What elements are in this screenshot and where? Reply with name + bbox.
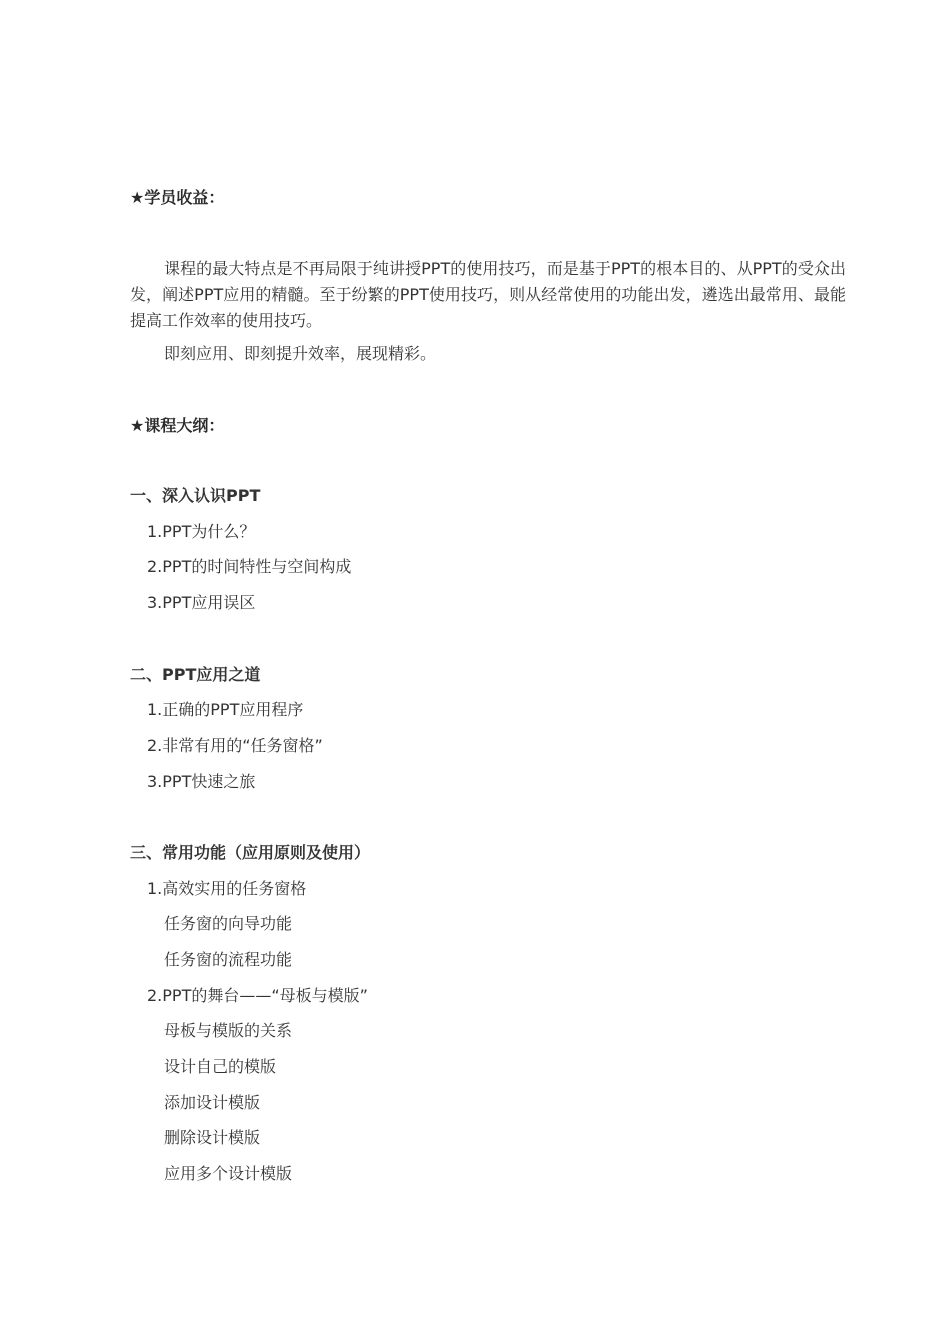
outline-item: 2.PPT的时间特性与空间构成 xyxy=(147,557,352,576)
outline-item: 3.PPT应用误区 xyxy=(147,593,256,612)
outline-item: 2.非常有用的“任务窗格” xyxy=(147,736,323,755)
outline-subitem: 应用多个设计模版 xyxy=(164,1164,293,1183)
outline-subitem: 母板与模版的关系 xyxy=(164,1021,293,1040)
outline-subitem: 设计自己的模版 xyxy=(164,1057,277,1076)
benefits-heading: ★学员收益： xyxy=(130,188,225,207)
outline-item: 1.高效实用的任务窗格 xyxy=(147,879,307,898)
outline-subitem: 添加设计模版 xyxy=(164,1093,261,1112)
outline-item: 1.PPT为什么？ xyxy=(147,522,256,541)
outline-item: 3.PPT快速之旅 xyxy=(147,772,256,791)
outline-subitem: 删除设计模版 xyxy=(164,1128,261,1147)
outline-item: 1.正确的PPT应用程序 xyxy=(147,700,304,719)
outline-subitem: 任务窗的流程功能 xyxy=(164,950,293,969)
outline-subitem: 任务窗的向导功能 xyxy=(164,914,293,933)
benefits-paragraph-2: 即刻应用、即刻提升效率，展现精彩。 xyxy=(164,344,437,363)
section-title-3: 三、常用功能（应用原则及使用） xyxy=(130,843,371,862)
section-title-1: 一、深入认识PPT xyxy=(130,486,261,505)
outline-item: 2.PPT的舞台——“母板与模版” xyxy=(147,986,368,1005)
section-title-2: 二、PPT应用之道 xyxy=(130,665,261,684)
outline-heading: ★课程大纲： xyxy=(130,416,225,435)
benefits-paragraph-1: 课程的最大特点是不再局限于纯讲授PPT的使用技巧，而是基于PPT的根本目的、从PPT的受众出发，阐述PPT应用的精髓。至于纷繁的PPT使用技巧，则从经常使用的功能出发，遴选出最常用、最能提高工作效率的使用技巧。 xyxy=(130,259,846,330)
